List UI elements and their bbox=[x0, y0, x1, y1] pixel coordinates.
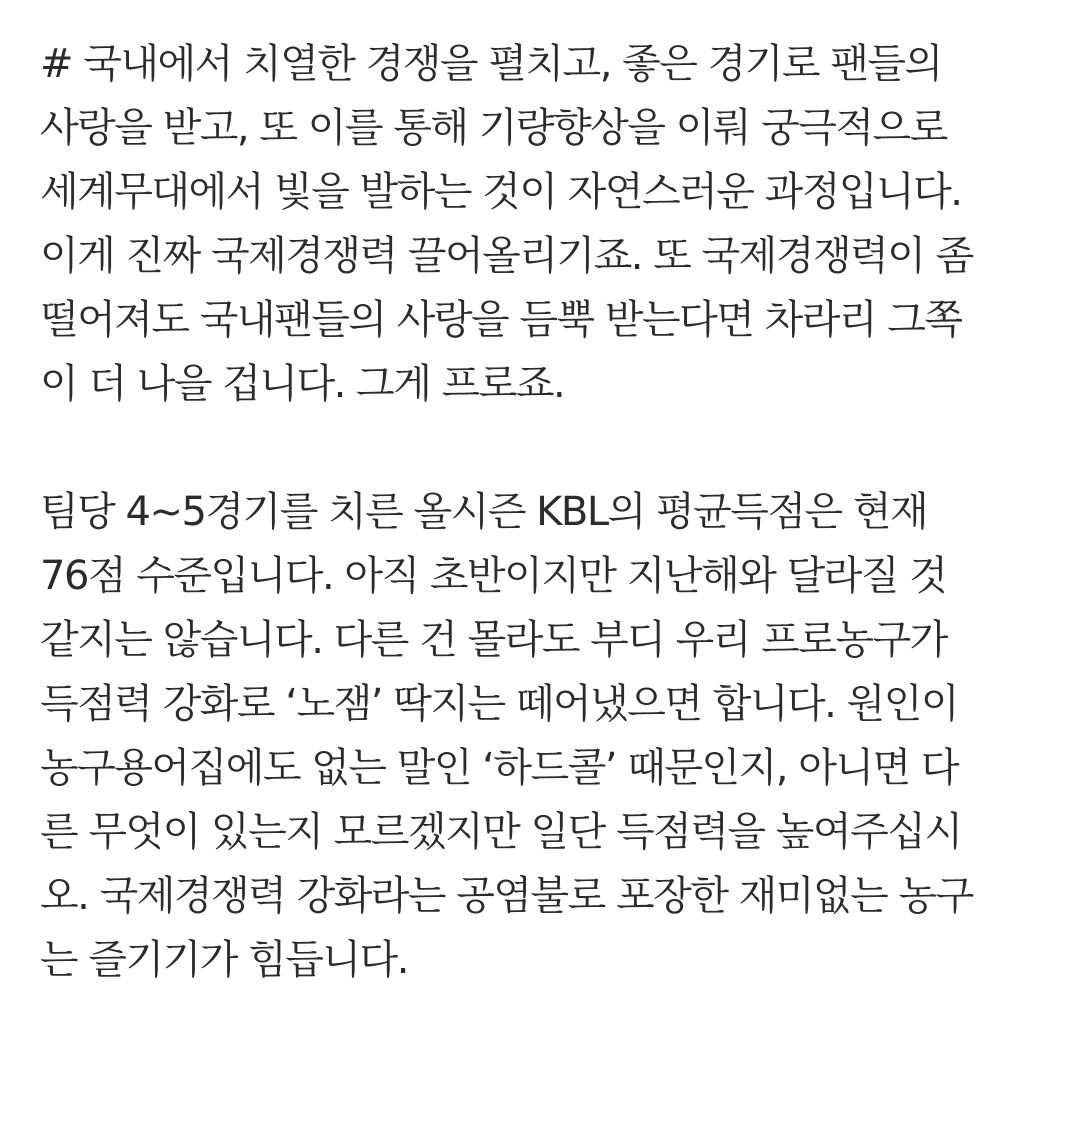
paragraph-2 bbox=[40, 480, 1040, 992]
text-line: 이게 진짜 국제경쟁력 끌어올리기죠. 또 국제경쟁력이 좀 bbox=[40, 233, 973, 279]
text-line: 같지는 않습니다. 다른 건 몰라도 부디 우리 프로농구가 bbox=[40, 617, 947, 663]
text-line: 팀당 4~5경기를 치른 올시즌 KBL의 평균득점은 현재 bbox=[40, 489, 928, 535]
text-line: 농구용어집에도 없는 말인 ‘하드콜’ 때문인지, 아니면 다 bbox=[40, 745, 959, 791]
text-line: 이 더 나을 겁니다. 그게 프로죠. bbox=[40, 361, 565, 407]
text-line: # 국내에서 치열한 경쟁을 펼치고, 좋은 경기로 팬들의 bbox=[40, 41, 942, 87]
text-line: 세계무대에서 빛을 발하는 것이 자연스러운 과정입니다. bbox=[40, 169, 962, 215]
text-line: 른 무엇이 있는지 모르겠지만 일단 득점력을 높여주십시 bbox=[40, 809, 962, 855]
text-line: 76점 수준입니다. 아직 초반이지만 지난해와 달라질 것 bbox=[40, 553, 947, 599]
text-line: 떨어져도 국내팬들의 사랑을 듬뿍 받는다면 차라리 그쪽 bbox=[40, 297, 962, 343]
text-line: 사랑을 받고, 또 이를 통해 기량향상을 이뤄 궁극적으로 bbox=[40, 105, 947, 151]
text-line: 는 즐기기가 힘듭니다. bbox=[40, 937, 408, 983]
text-line: 득점력 강화로 ‘노잼’ 딱지는 떼어냈으면 합니다. 원인이 bbox=[40, 681, 959, 727]
paragraph-1 bbox=[40, 32, 1040, 416]
text-line: 오. 국제경쟁력 강화라는 공염불로 포장한 재미없는 농구 bbox=[40, 873, 973, 919]
